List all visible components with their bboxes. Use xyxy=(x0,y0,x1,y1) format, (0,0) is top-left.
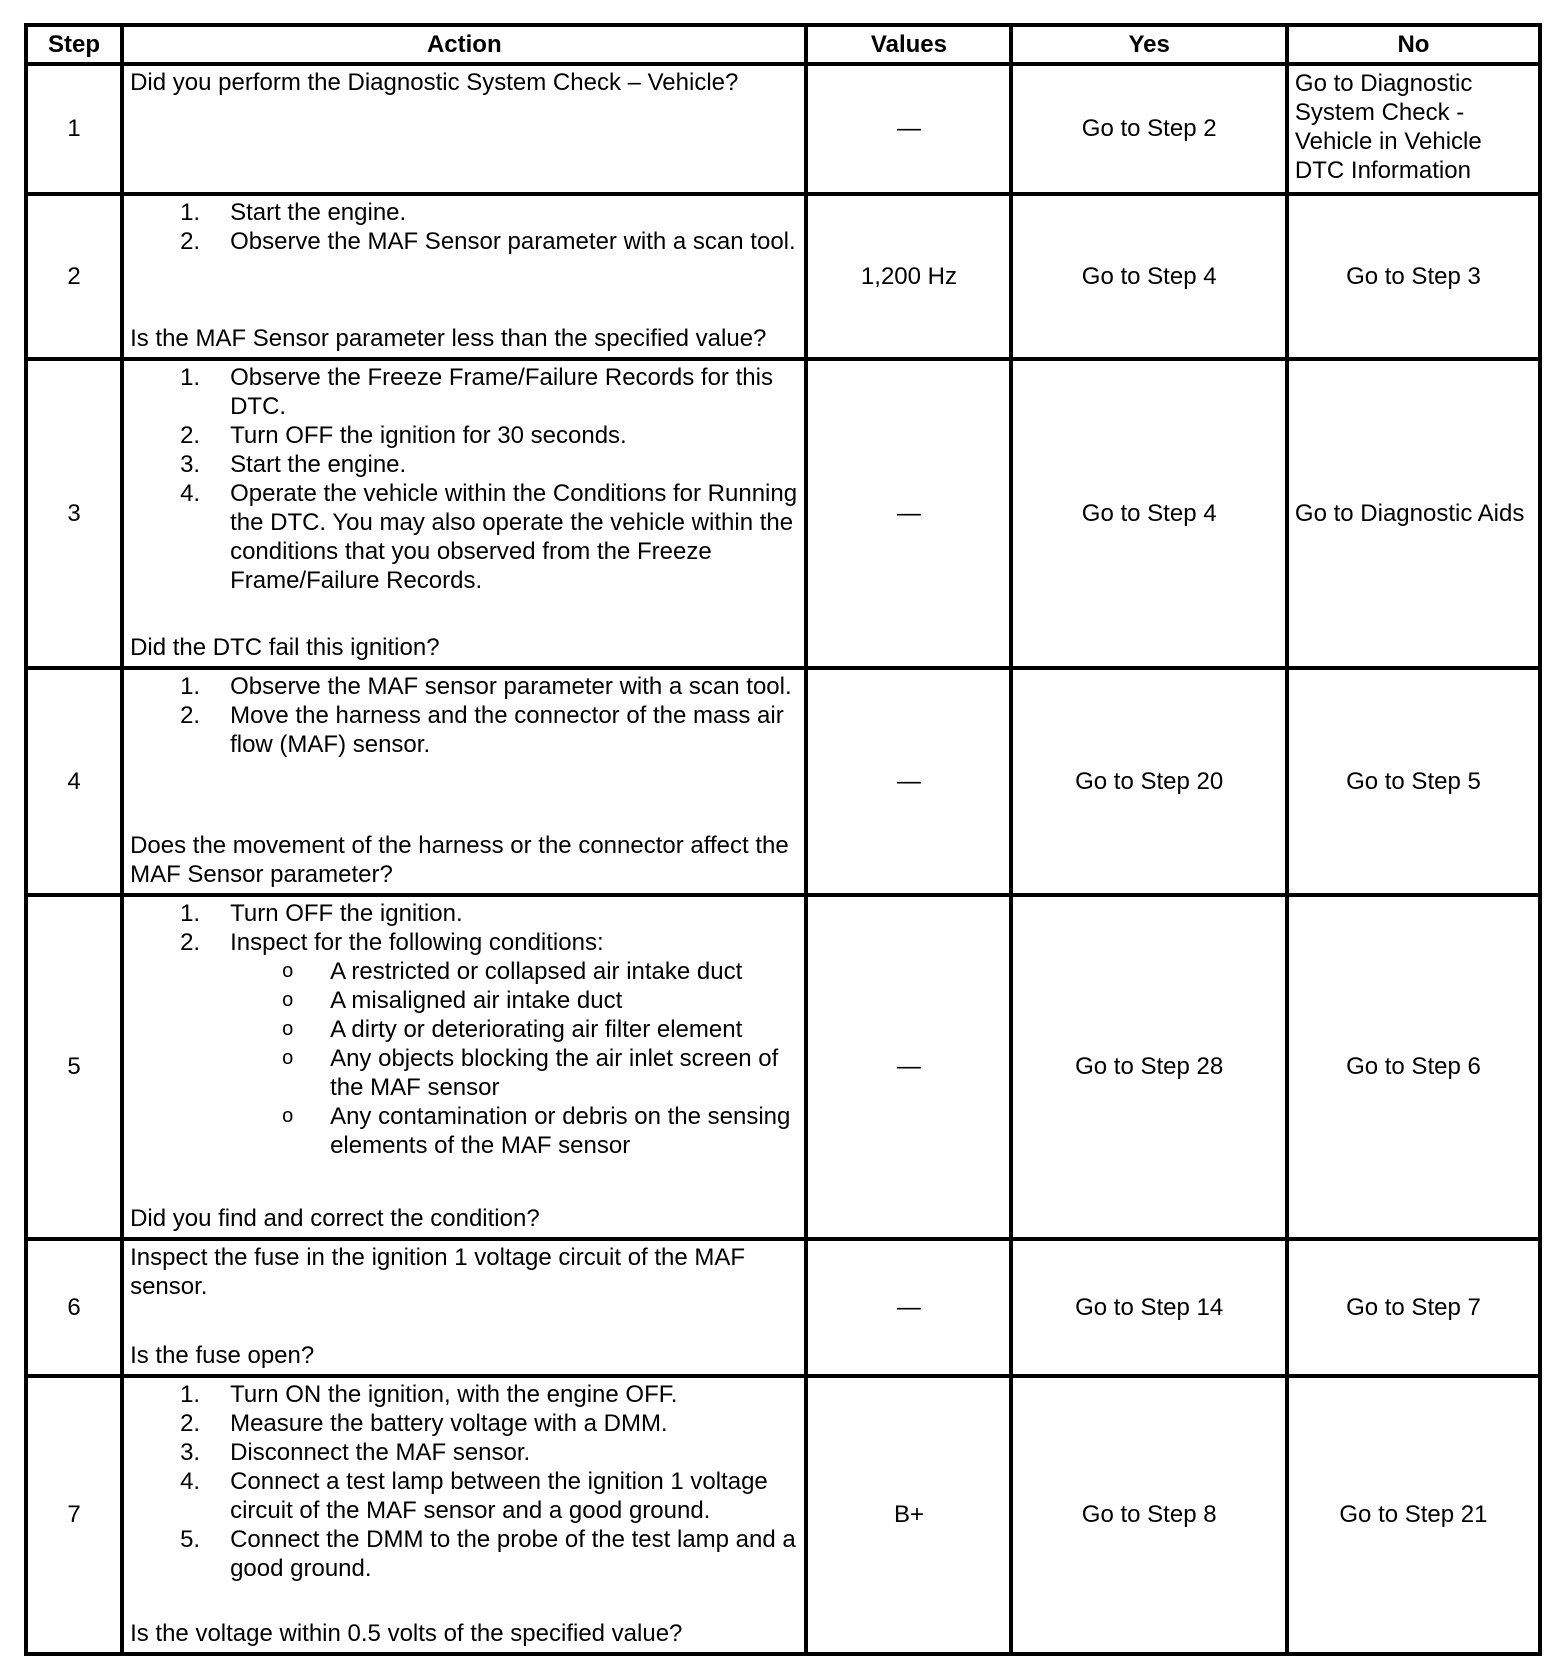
list-item xyxy=(130,450,798,479)
list-item xyxy=(130,986,798,1015)
condition-text: Any contamination or debris on the sensing elements of the MAF sensor xyxy=(330,1102,791,1159)
list-item xyxy=(130,1467,798,1525)
value-cell: — xyxy=(806,895,1011,1239)
bullet-icon: o xyxy=(282,1017,294,1040)
item-text: Turn OFF the ignition for 30 seconds. xyxy=(230,422,627,450)
list-item xyxy=(130,198,798,227)
no-cell: Go to Step 7 xyxy=(1287,1239,1540,1376)
list-item xyxy=(130,1525,798,1583)
header-yes: Yes xyxy=(1011,25,1286,64)
list-item xyxy=(130,899,798,928)
item-text: Start the engine. xyxy=(230,198,407,226)
value-cell: 1,200 Hz xyxy=(806,194,1011,360)
item-text: Move the harness and the connector of the mass air flow (MAF) sensor. xyxy=(230,702,784,759)
condition-text: A misaligned air intake duct xyxy=(330,986,623,1014)
yes-cell: Go to Step 8 xyxy=(1011,1376,1286,1654)
action-steps xyxy=(130,672,798,759)
action-question: Did the DTC fail this ignition? xyxy=(130,634,440,662)
item-number: 5. xyxy=(180,1525,201,1553)
item-text: Inspect for the following conditions: xyxy=(230,928,604,956)
bullet-icon: o xyxy=(282,1104,294,1127)
value-cell: B+ xyxy=(806,1376,1011,1654)
yes-cell: Go to Step 4 xyxy=(1011,359,1286,668)
item-text: Measure the battery voltage with a DMM. xyxy=(230,1409,668,1437)
diagnostic-table xyxy=(24,23,1542,1656)
item-number: 2. xyxy=(180,422,201,450)
table-row xyxy=(26,1376,1540,1654)
action-question: Is the voltage within 0.5 volts of the specified value? xyxy=(130,1620,683,1647)
bullet-icon: o xyxy=(282,988,294,1011)
list-item xyxy=(130,1102,798,1160)
action-question: Is the MAF Sensor parameter less than the specified value? xyxy=(130,325,767,353)
action-cell xyxy=(122,668,806,895)
item-number: 2. xyxy=(180,928,201,956)
no-cell: Go to Step 21 xyxy=(1287,1376,1540,1654)
item-number: 4. xyxy=(180,1467,201,1495)
no-cell: Go to Step 5 xyxy=(1287,668,1540,895)
value-cell: — xyxy=(806,64,1011,194)
item-number: 3. xyxy=(180,451,201,479)
action-steps xyxy=(130,363,798,595)
step-number: 6 xyxy=(26,1239,122,1376)
list-item xyxy=(130,957,798,986)
condition-text: Any objects blocking the air inlet screen of the MAF sensor xyxy=(330,1044,779,1101)
item-text: Operate the vehicle within the Conditions for Running the DTC. You may also operate the vehicle within the conditions that you observed from the Freeze Frame/Failure Records. xyxy=(230,480,798,595)
step-number: 3 xyxy=(26,359,122,668)
table-row xyxy=(26,668,1540,895)
list-item xyxy=(130,227,798,256)
header-no: No xyxy=(1287,25,1540,64)
condition-text: A restricted or collapsed air intake duct xyxy=(330,957,743,985)
step-number: 2 xyxy=(26,194,122,360)
list-item xyxy=(130,1409,798,1438)
action-steps xyxy=(130,198,798,256)
step-number: 5 xyxy=(26,895,122,1239)
action-steps xyxy=(130,1380,798,1583)
action-question: Is the fuse open? xyxy=(130,1341,315,1369)
header-values: Values xyxy=(806,25,1011,64)
item-text: Turn OFF the ignition. xyxy=(230,899,463,927)
item-text: Connect the DMM to the probe of the test lamp and a good ground. xyxy=(230,1525,796,1582)
item-number: 2. xyxy=(180,227,201,255)
item-text: Observe the MAF Sensor parameter with a scan tool. xyxy=(230,227,796,255)
table-row xyxy=(26,895,1540,1239)
action-cell xyxy=(122,359,806,668)
list-item xyxy=(130,363,798,421)
action-question: Does the movement of the harness or the connector affect the MAF Sensor parameter? xyxy=(130,831,789,888)
item-text: Connect a test lamp between the ignition 1 voltage circuit of the MAF sensor and a good ground. xyxy=(230,1467,768,1524)
item-number: 1. xyxy=(180,198,201,226)
no-cell: Go to Step 6 xyxy=(1287,895,1540,1239)
value-cell: — xyxy=(806,668,1011,895)
item-number: 2. xyxy=(180,702,201,730)
item-number: 2. xyxy=(180,1409,201,1437)
action-question: Did you find and correct the condition? xyxy=(130,1204,540,1232)
no-cell: Go to Step 3 xyxy=(1287,194,1540,360)
no-cell: Go to Diagnostic Aids xyxy=(1287,359,1540,668)
item-number: 1. xyxy=(180,899,201,927)
yes-cell: Go to Step 28 xyxy=(1011,895,1286,1239)
list-item xyxy=(130,421,798,450)
action-cell xyxy=(122,895,806,1239)
condition-list xyxy=(230,957,798,1160)
condition-text: A dirty or deteriorating air filter element xyxy=(330,1015,743,1043)
list-item xyxy=(130,1044,798,1102)
value-cell: — xyxy=(806,1239,1011,1376)
action-cell xyxy=(122,1239,806,1376)
header-row xyxy=(26,25,1540,64)
yes-cell: Go to Step 4 xyxy=(1011,194,1286,360)
table-row xyxy=(26,64,1540,194)
yes-cell: Go to Step 14 xyxy=(1011,1239,1286,1376)
action-steps xyxy=(130,899,798,1160)
item-text: Observe the Freeze Frame/Failure Records for this DTC. xyxy=(230,364,773,421)
list-item xyxy=(130,1015,798,1044)
item-text: Turn ON the ignition, with the engine OFF. xyxy=(230,1380,678,1408)
list-item xyxy=(130,701,798,759)
list-item xyxy=(130,1380,798,1409)
table-row xyxy=(26,194,1540,360)
yes-cell: Go to Step 2 xyxy=(1011,64,1286,194)
bullet-icon: o xyxy=(282,1046,294,1069)
yes-cell: Go to Step 20 xyxy=(1011,668,1286,895)
item-number: 1. xyxy=(180,1380,201,1408)
item-number: 3. xyxy=(180,1438,201,1466)
list-item xyxy=(130,928,798,1160)
bullet-icon: o xyxy=(282,959,294,982)
action-cell xyxy=(122,194,806,360)
header-step: Step xyxy=(26,25,122,64)
list-item xyxy=(130,672,798,701)
step-number: 7 xyxy=(26,1376,122,1654)
header-action: Action xyxy=(122,25,806,64)
action-intro: Did you perform the Diagnostic System Check – Vehicle? xyxy=(130,69,739,96)
item-text: Disconnect the MAF sensor. xyxy=(230,1438,531,1466)
item-number: 1. xyxy=(180,364,201,392)
action-intro: Inspect the fuse in the ignition 1 voltage circuit of the MAF sensor. xyxy=(130,1243,746,1300)
item-text: Start the engine. xyxy=(230,451,407,479)
item-number: 4. xyxy=(180,480,201,508)
step-number: 1 xyxy=(26,64,122,194)
table-row xyxy=(26,359,1540,668)
value-cell: — xyxy=(806,359,1011,668)
step-number: 4 xyxy=(26,668,122,895)
no-cell: Go to Diagnostic System Check - Vehicle in Vehicle DTC Information xyxy=(1287,64,1540,194)
table-row xyxy=(26,1239,1540,1376)
item-number: 1. xyxy=(180,673,201,701)
list-item xyxy=(130,1438,798,1467)
list-item xyxy=(130,479,798,595)
item-text: Observe the MAF sensor parameter with a scan tool. xyxy=(230,673,792,701)
action-cell xyxy=(122,1376,806,1654)
action-cell xyxy=(122,64,806,194)
